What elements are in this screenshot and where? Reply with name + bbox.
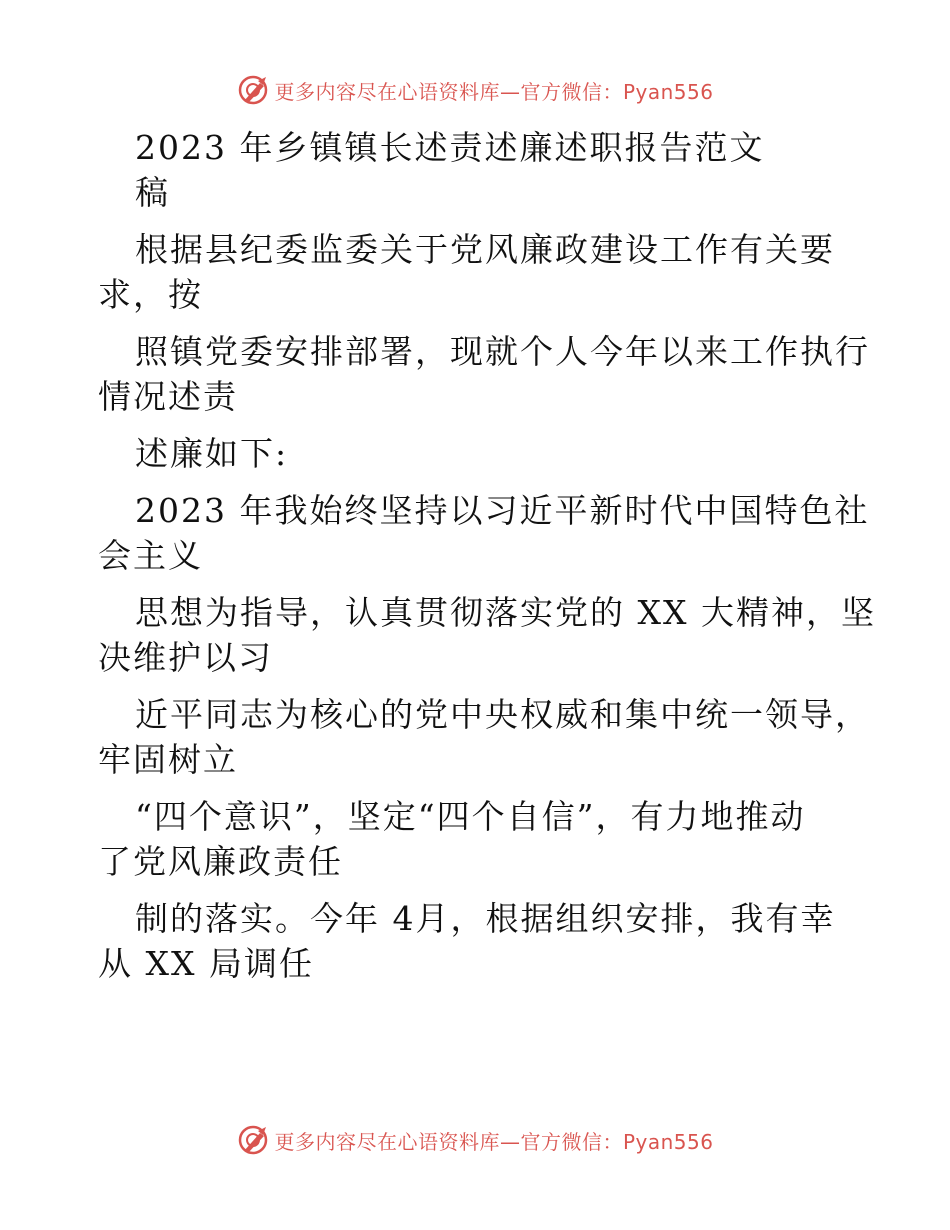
doc-text-line: 决维护以习 [98,638,273,677]
doc-text-line: 牢固树立 [98,740,238,779]
doc-text-line: 照镇党委安排部署，现就个人今年以来工作执行 [135,332,870,371]
doc-text-line: 情况述责 [98,377,238,416]
doc-title-line: 2023 年乡镇镇长述责述廉述职报告范文 [135,128,765,167]
doc-text-line: 近平同志为核心的党中央权威和集中统一领导， [135,695,870,734]
doc-text-line: 从 XX 局调任 [98,944,314,983]
doc-text-line: 根据县纪委监委关于党风廉政建设工作有关要 [135,230,835,269]
pen-logo-icon [236,1123,270,1157]
doc-text-line: 思想为指导，认真贯彻落实党的 XX 大精神，坚 [135,593,876,632]
watermark-text: 更多内容尽在心语资料库—官方微信：Pyan556 [274,1129,714,1154]
doc-text-line: 会主义 [98,536,203,575]
header-watermark [0,70,950,110]
doc-text-line: 了党风廉政责任 [98,842,343,881]
doc-text-line: 求，按 [98,275,203,314]
pen-logo-icon [236,73,270,107]
doc-text-line: “四个意识”，坚定“四个自信”，有力地推动 [135,797,806,836]
watermark-text: 更多内容尽在心语资料库—官方微信：Pyan556 [274,79,714,104]
footer-watermark [0,1120,950,1160]
doc-text-line: 述廉如下: [135,434,289,473]
doc-text-line: 制的落实。今年 4月，根据组织安排，我有幸 [135,899,836,938]
document-body [98,125,876,986]
doc-text-line: 2023 年我始终坚持以习近平新时代中国特色社 [135,491,870,530]
doc-title-line: 稿 [135,173,170,212]
